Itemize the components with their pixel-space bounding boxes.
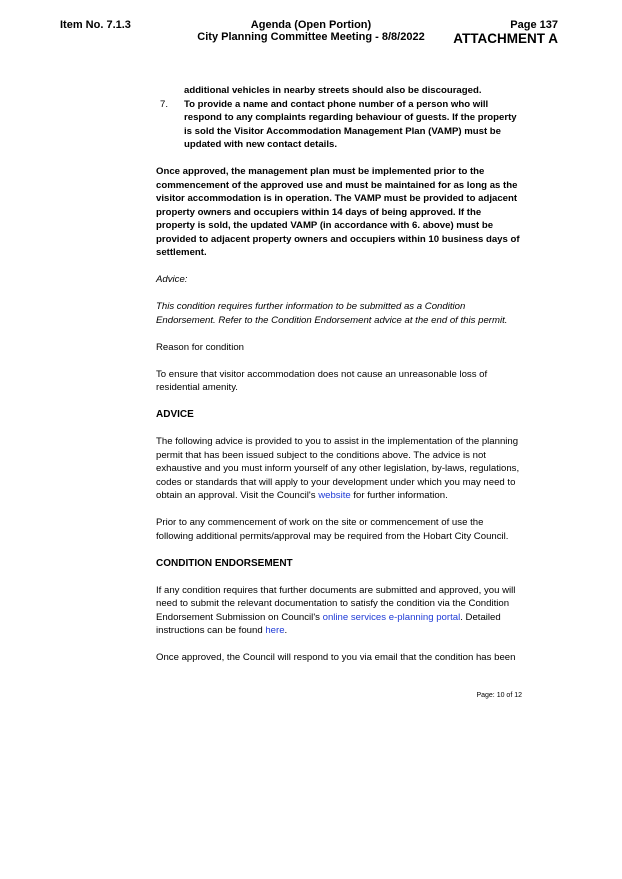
- page-number: Page 137: [510, 19, 558, 31]
- condition-endorsement-heading: CONDITION ENDORSEMENT: [156, 557, 293, 569]
- endorsement-text-end: .: [284, 625, 288, 636]
- endorsement-text-mid: . Detailed instructions can be found: [156, 611, 501, 636]
- website-link[interactable]: website: [318, 490, 351, 501]
- reason-text: To ensure that visitor accommodation does not cause an unreasonable loss of residential amenity.: [156, 368, 488, 393]
- advice-text: This condition requires further information to be submitted as a Condition Endorsement. Refer to the Condition Endorsement advice at the end of this permit.: [156, 301, 508, 326]
- page-header: [453, 19, 558, 46]
- advice-heading: ADVICE: [156, 409, 194, 420]
- list-item-number: 7.: [160, 98, 169, 110]
- item-number: Item No. 7.1.3: [60, 19, 131, 31]
- page-footer: Page: 10 of 12: [476, 692, 522, 699]
- advice-paragraph-1: [156, 435, 522, 503]
- attachment-label: ATTACHMENT A: [453, 31, 558, 46]
- reason-label: Reason for condition: [156, 341, 244, 353]
- endorsement-paragraph: [156, 584, 522, 638]
- advice-text-start: The following advice is provided to you to assist in the implementation of the planning permit that has been issued subject to the conditions above. The advice is not exhaustive and you must inform yourself of any other legislation, by-laws, regulations, codes or standards that will apply to your development under which you may need to obtain an approval. Visit the Council's: [156, 436, 520, 501]
- list-item-7: [156, 98, 522, 152]
- once-approved-paragraph: Once approved, the management plan must be implemented prior to the commencement of the approved use and must be maintained for as long as the visitor accommodation is in operation. The VAMP must be provided to adjacent property owners and occupiers within 14 days of being approved. If the property is sold, the updated VAMP (in accordance with 6. above) must be provided to adjacent property owners and occupiers within 10 business days of settlement.: [156, 166, 520, 258]
- document-body: [156, 84, 522, 678]
- continued-line: additional vehicles in nearby streets should also be discouraged.: [184, 85, 482, 96]
- eplanning-portal-link[interactable]: online services e-planning portal: [322, 611, 461, 623]
- final-paragraph: Once approved, the Council will respond to you via email that the condition has been: [156, 652, 516, 663]
- here-link[interactable]: here: [265, 625, 285, 636]
- agenda-title: Agenda (Open Portion): [250, 19, 372, 31]
- advice-paragraph-2: Prior to any commencement of work on the site or commencement of use the following additional permits/approval may be required from the Hobart City Council.: [156, 517, 509, 542]
- meeting-title: City Planning Committee Meeting - 8/8/2022: [197, 31, 425, 43]
- advice-text-end: for further information.: [350, 490, 448, 501]
- endorsement-text-start: If any condition requires that further documents are submitted and approved, you will need to submit the relevant documentation to satisfy the condition via the Condition Endorsement Submission on Council's: [156, 584, 516, 623]
- list-item-text: To provide a name and contact phone number of a person who will respond to any complaints regarding behaviour of guests. If the property is sold the Visitor Accommodation Management Plan (VAMP) must be updated with new contact details.: [184, 98, 517, 150]
- advice-label: Advice:: [156, 274, 188, 285]
